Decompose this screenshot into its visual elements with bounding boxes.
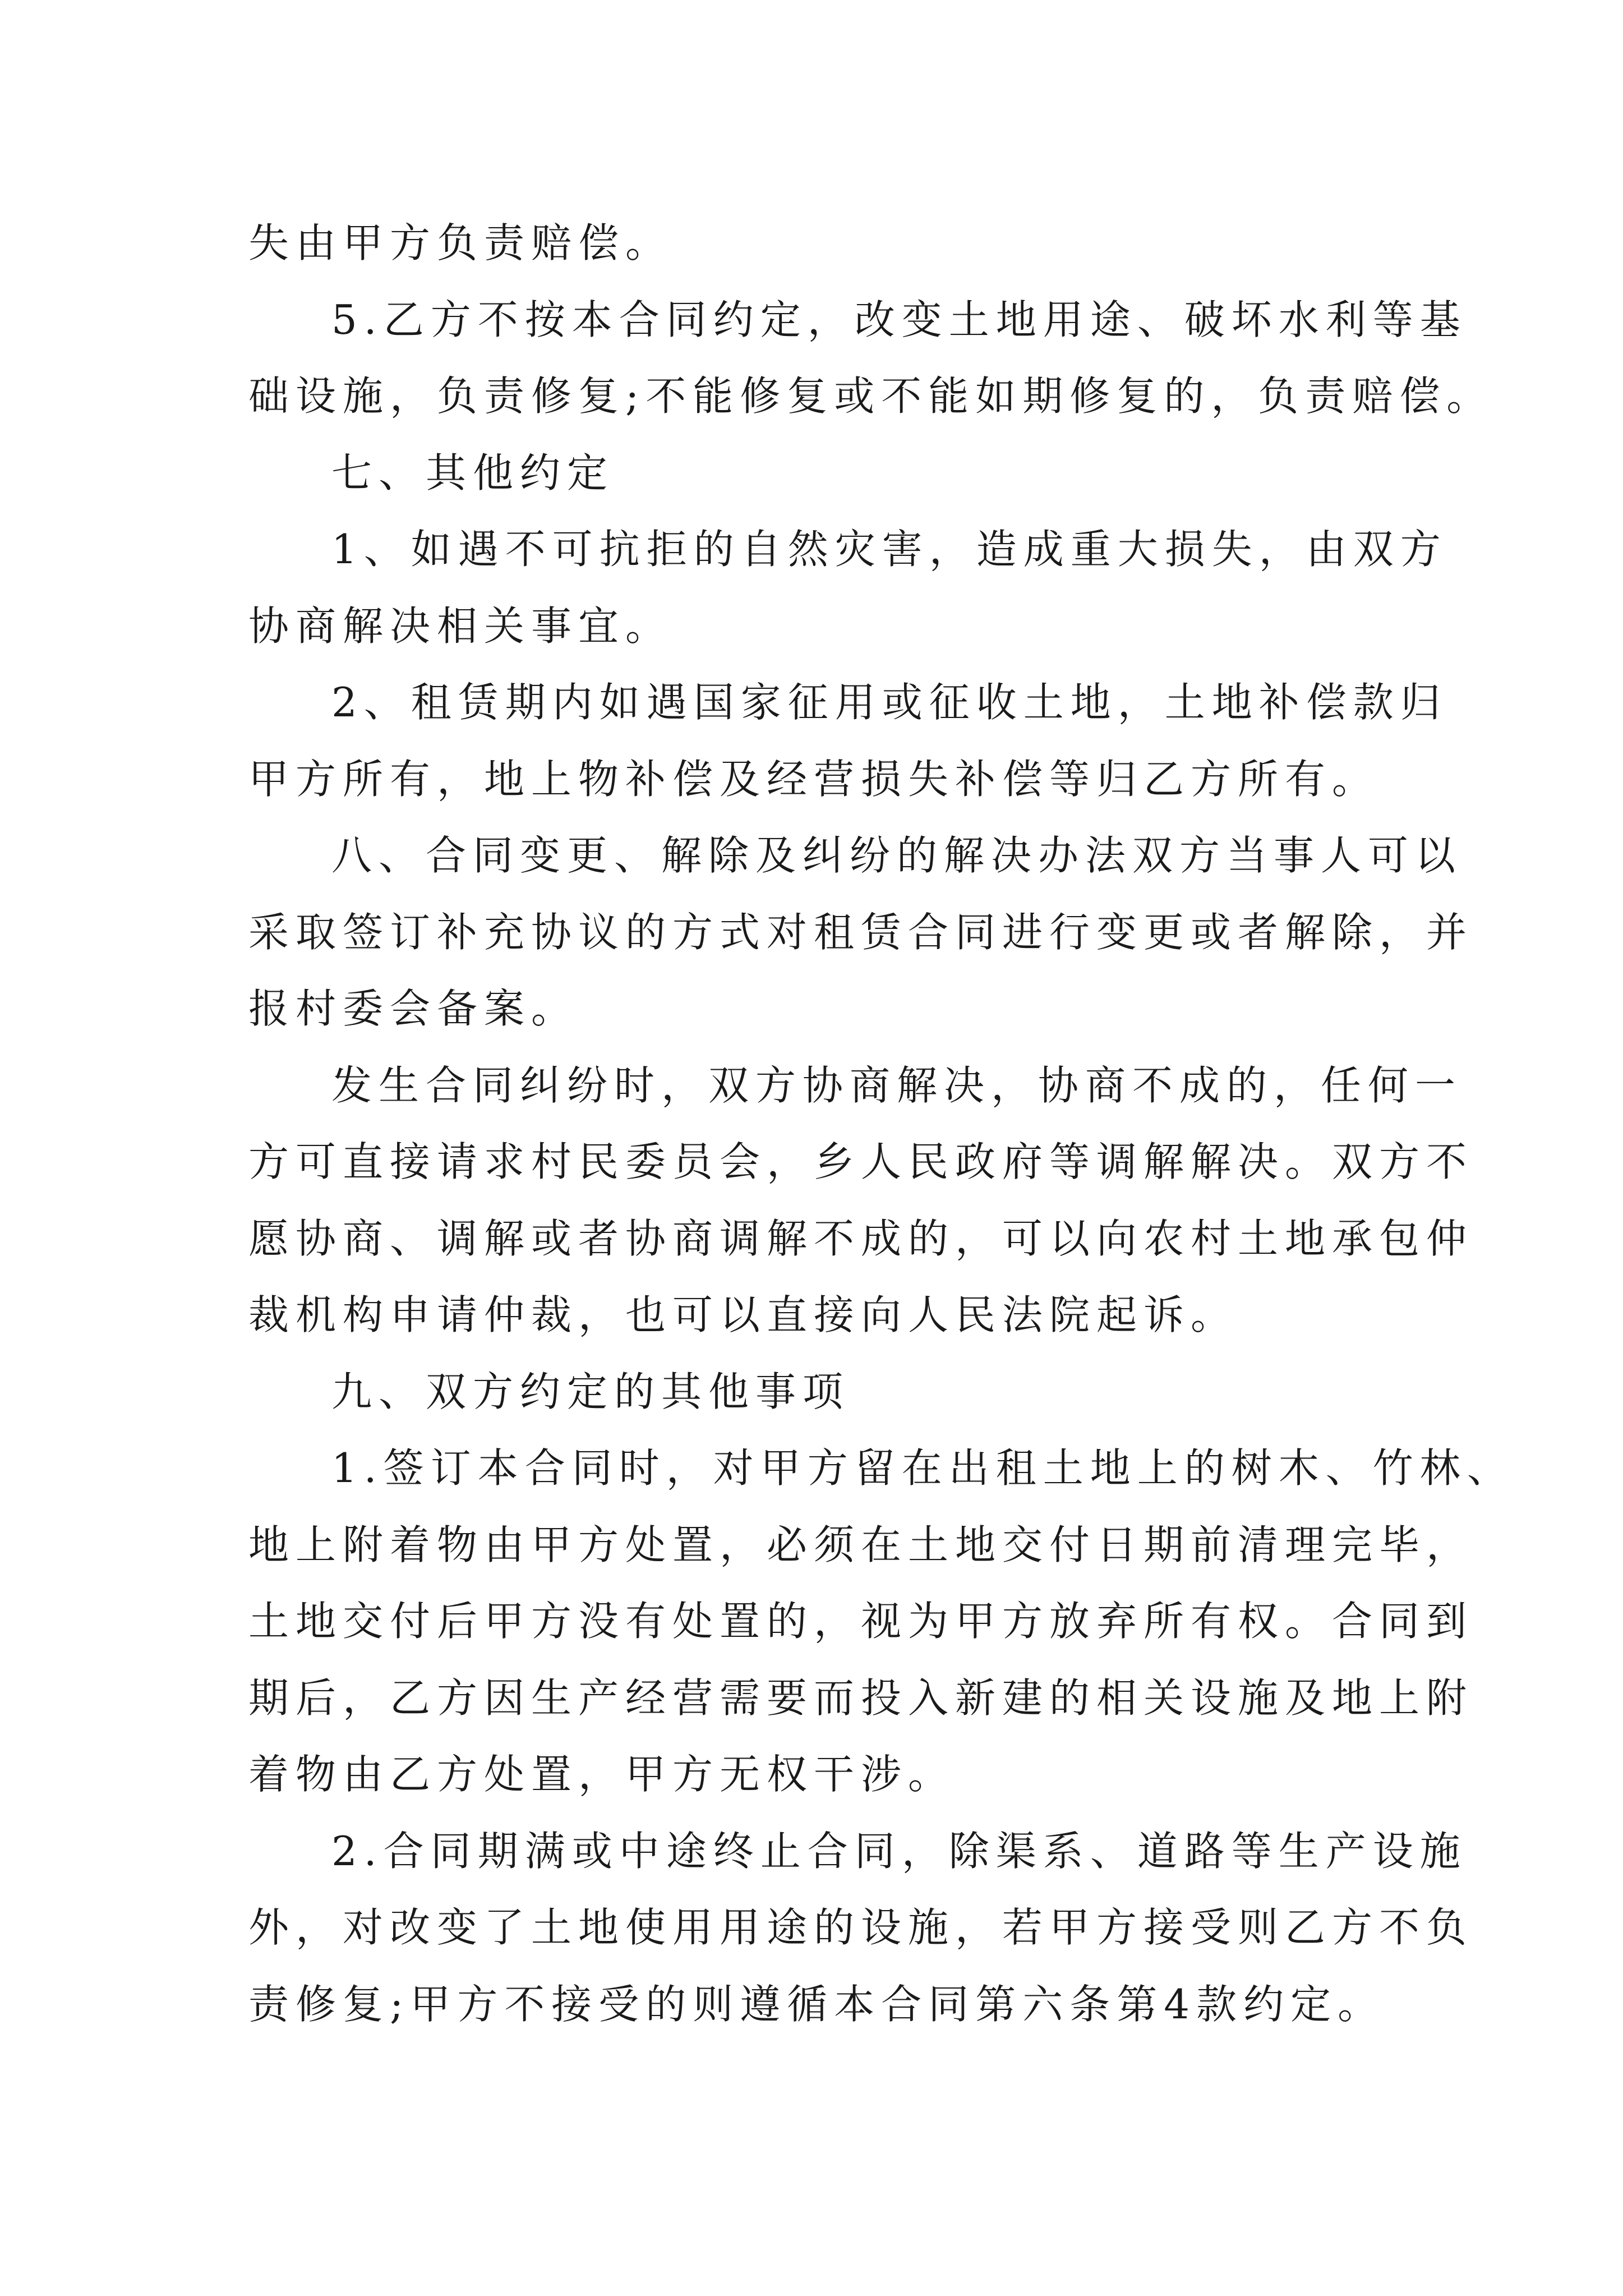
text-line: 七、其他约定 [331,449,615,496]
text-line: 采取签订补充协议的方式对租赁合同进行变更或者解除，并 [248,909,1474,956]
text-line: 外，对改变了土地使用用途的设施，若甲方接受则乙方不负 [248,1904,1474,1951]
text-line: 地上附着物由甲方处置，必须在土地交付日期前清理完毕， [248,1521,1474,1568]
text-line: 2、租赁期内如遇国家征用或征收土地，土地补偿款归 [331,679,1447,726]
text-line: 报村委会备案。 [248,985,579,1032]
text-line: 5.乙方不按本合同约定，改变土地用途、破坏水利等基 [331,296,1467,343]
text-line: 九、双方约定的其他事项 [331,1368,850,1415]
text-line: 责修复;甲方不接受的则遵循本合同第六条第4款约定。 [248,1981,1385,2028]
text-line: 期后，乙方因生产经营需要而投入新建的相关设施及地上附 [248,1674,1474,1722]
text-line: 1、如遇不可抗拒的自然灾害，造成重大损失，由双方 [331,526,1447,573]
text-line: 2.合同期满或中途终止合同，除渠系、道路等生产设施 [331,1828,1467,1875]
text-line: 土地交付后甲方没有处置的，视为甲方放弃所有权。合同到 [248,1598,1474,1645]
text-line: 协商解决相关事宜。 [248,602,673,650]
text-line: 失由甲方负责赔偿。 [248,219,673,266]
text-line: 愿协商、调解或者协商调解不成的，可以向农村土地承包仲 [248,1215,1474,1262]
text-line: 八、合同变更、解除及纠纷的解决办法双方当事人可以 [331,832,1463,879]
text-line: 发生合同纠纷时，双方协商解决，协商不成的，任何一 [331,1062,1463,1109]
text-line: 础设施，负责修复;不能修复或不能如期修复的，负责赔偿。 [248,372,1494,420]
text-line: 1.签订本合同时，对甲方留在出租土地上的树木、竹林、 [331,1444,1514,1492]
text-line: 甲方所有，地上物补偿及经营损失补偿等归乙方所有。 [248,756,1380,803]
text-line: 着物由乙方处置，甲方无权干涉。 [248,1751,956,1798]
text-line: 方可直接请求村民委员会，乡人民政府等调解解决。双方不 [248,1138,1474,1185]
text-line: 裁机构申请仲裁，也可以直接向人民法院起诉。 [248,1291,1238,1338]
